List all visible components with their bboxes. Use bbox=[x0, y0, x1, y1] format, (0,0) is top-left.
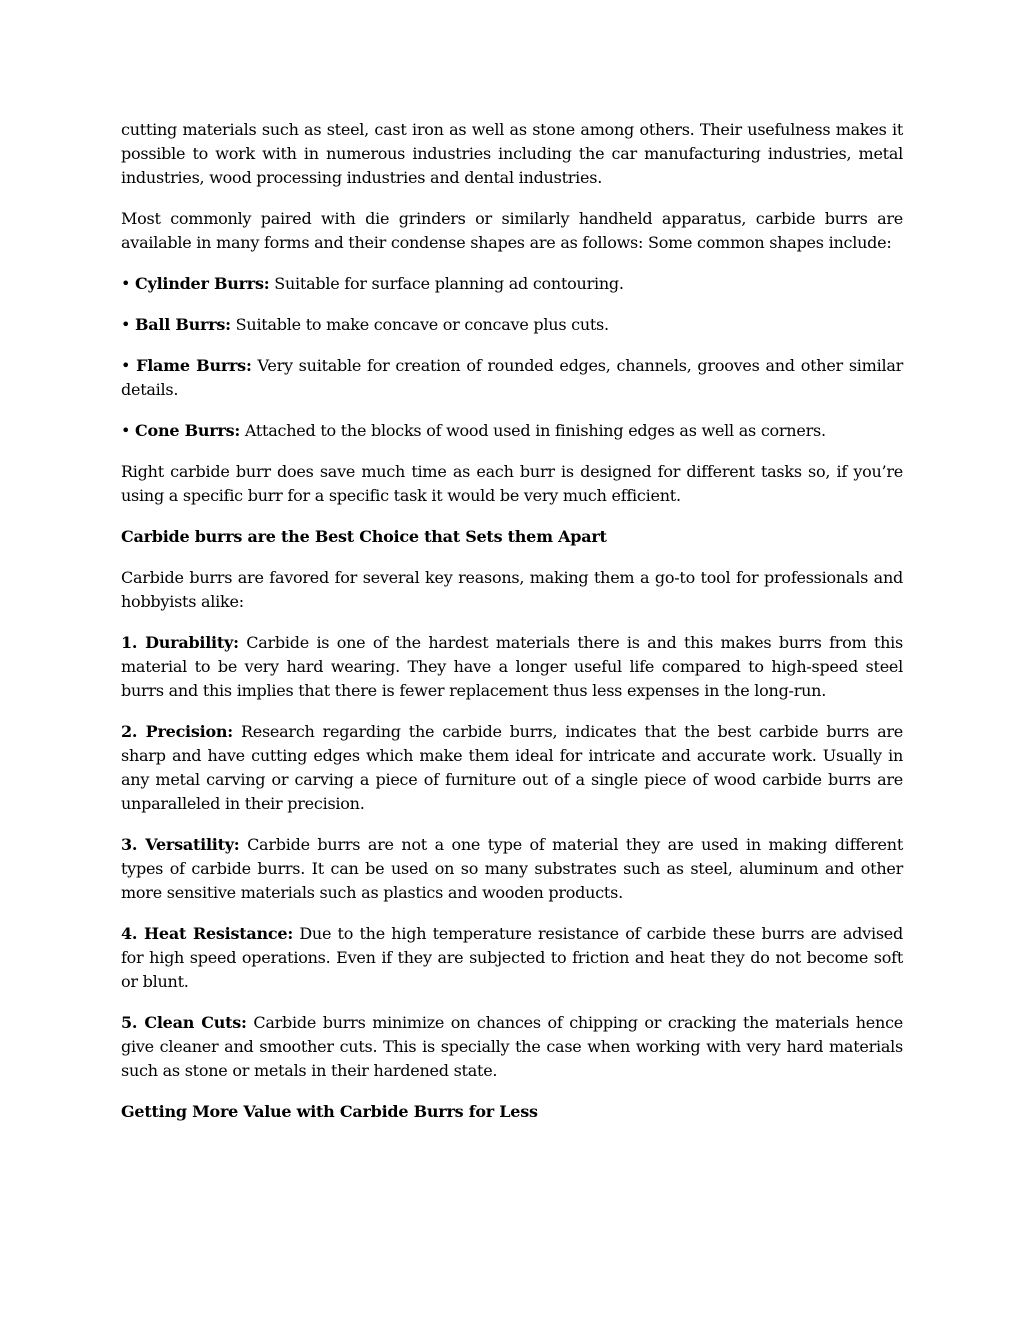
shape-item-cone bbox=[121, 419, 903, 443]
shape-term: Cone Burrs: bbox=[135, 421, 240, 440]
document-page bbox=[121, 118, 903, 1141]
reason-item-precision bbox=[121, 720, 903, 816]
shape-text: Very suitable for creation of rounded edges, channels, grooves and other similar details. bbox=[121, 356, 904, 399]
shape-text: Suitable for surface planning ad contouring. bbox=[274, 274, 624, 293]
bullet: • bbox=[121, 274, 131, 293]
shape-item-flame bbox=[121, 354, 903, 402]
section-intro-paragraph: Carbide burrs are favored for several key reasons, making them a go-to tool for professionals and hobbyists alike: bbox=[121, 568, 903, 611]
section-heading-more-value: Getting More Value with Carbide Burrs for Less bbox=[121, 1102, 538, 1121]
reason-term: 3. Versatility: bbox=[121, 835, 240, 854]
intro-paragraph-2: Most commonly paired with die grinders or similarly handheld apparatus, carbide burrs are available in many forms and their condense shapes are as follows: Some common shapes include: bbox=[121, 209, 903, 252]
bullet: • bbox=[121, 356, 131, 375]
bullet: • bbox=[121, 421, 131, 440]
bullet: • bbox=[121, 315, 131, 334]
reason-term: 2. Precision: bbox=[121, 722, 233, 741]
reason-text: Carbide is one of the hardest materials there is and this makes burrs from this material to be very hard wearing. They have a longer useful life compared to high-speed steel burrs and this implies that there is fewer replacement thus less expenses in the long-run. bbox=[121, 633, 904, 700]
reason-item-heat-resistance bbox=[121, 922, 903, 994]
shape-item-cylinder bbox=[121, 272, 903, 296]
intro-paragraph-1: cutting materials such as steel, cast iron as well as stone among others. Their usefulness makes it possible to work with in numerous industries including the car manufacturing industries, metal industries, wood processing industries and dental industries. bbox=[121, 120, 903, 187]
reason-item-versatility bbox=[121, 833, 903, 905]
reason-text: Carbide burrs are not a one type of material they are used in making different types of carbide burrs. It can be used on so many substrates such as steel, aluminum and other more sensitive materials such as plastics and wooden products. bbox=[121, 835, 903, 902]
shape-text: Suitable to make concave or concave plus cuts. bbox=[235, 315, 609, 334]
reason-item-clean-cuts bbox=[121, 1011, 903, 1083]
shape-text: Attached to the blocks of wood used in finishing edges as well as corners. bbox=[244, 421, 826, 440]
shape-item-ball bbox=[121, 313, 903, 337]
reason-text: Carbide burrs minimize on chances of chipping or cracking the materials hence give cleaner and smoother cuts. This is specially the case when working with very hard materials such as stone or metals in their hardened state. bbox=[121, 1013, 904, 1080]
reason-term: 4. Heat Resistance: bbox=[121, 924, 293, 943]
reason-text: Due to the high temperature resistance of carbide these burrs are advised for high speed operations. Even if they are subjected to friction and heat they do not become soft or blunt. bbox=[121, 924, 904, 991]
reason-term: 1. Durability: bbox=[121, 633, 239, 652]
shape-term: Ball Burrs: bbox=[135, 315, 231, 334]
after-shapes-paragraph: Right carbide burr does save much time as each burr is designed for different tasks so, if you’re using a specific burr for a specific task it would be very much efficient. bbox=[121, 462, 903, 505]
section-heading-best-choice: Carbide burrs are the Best Choice that Sets them Apart bbox=[121, 527, 607, 546]
shape-term: Cylinder Burrs: bbox=[135, 274, 270, 293]
reason-term: 5. Clean Cuts: bbox=[121, 1013, 247, 1032]
shape-term: Flame Burrs: bbox=[136, 356, 252, 375]
reason-text: Research regarding the carbide burrs, indicates that the best carbide burrs are sharp and have cutting edges which make them ideal for intricate and accurate work. Usually in any metal carving or carving a piece of furniture out of a single piece of wood carbide burrs are unparalleled in their precision. bbox=[121, 722, 904, 813]
reason-item-durability bbox=[121, 631, 903, 703]
